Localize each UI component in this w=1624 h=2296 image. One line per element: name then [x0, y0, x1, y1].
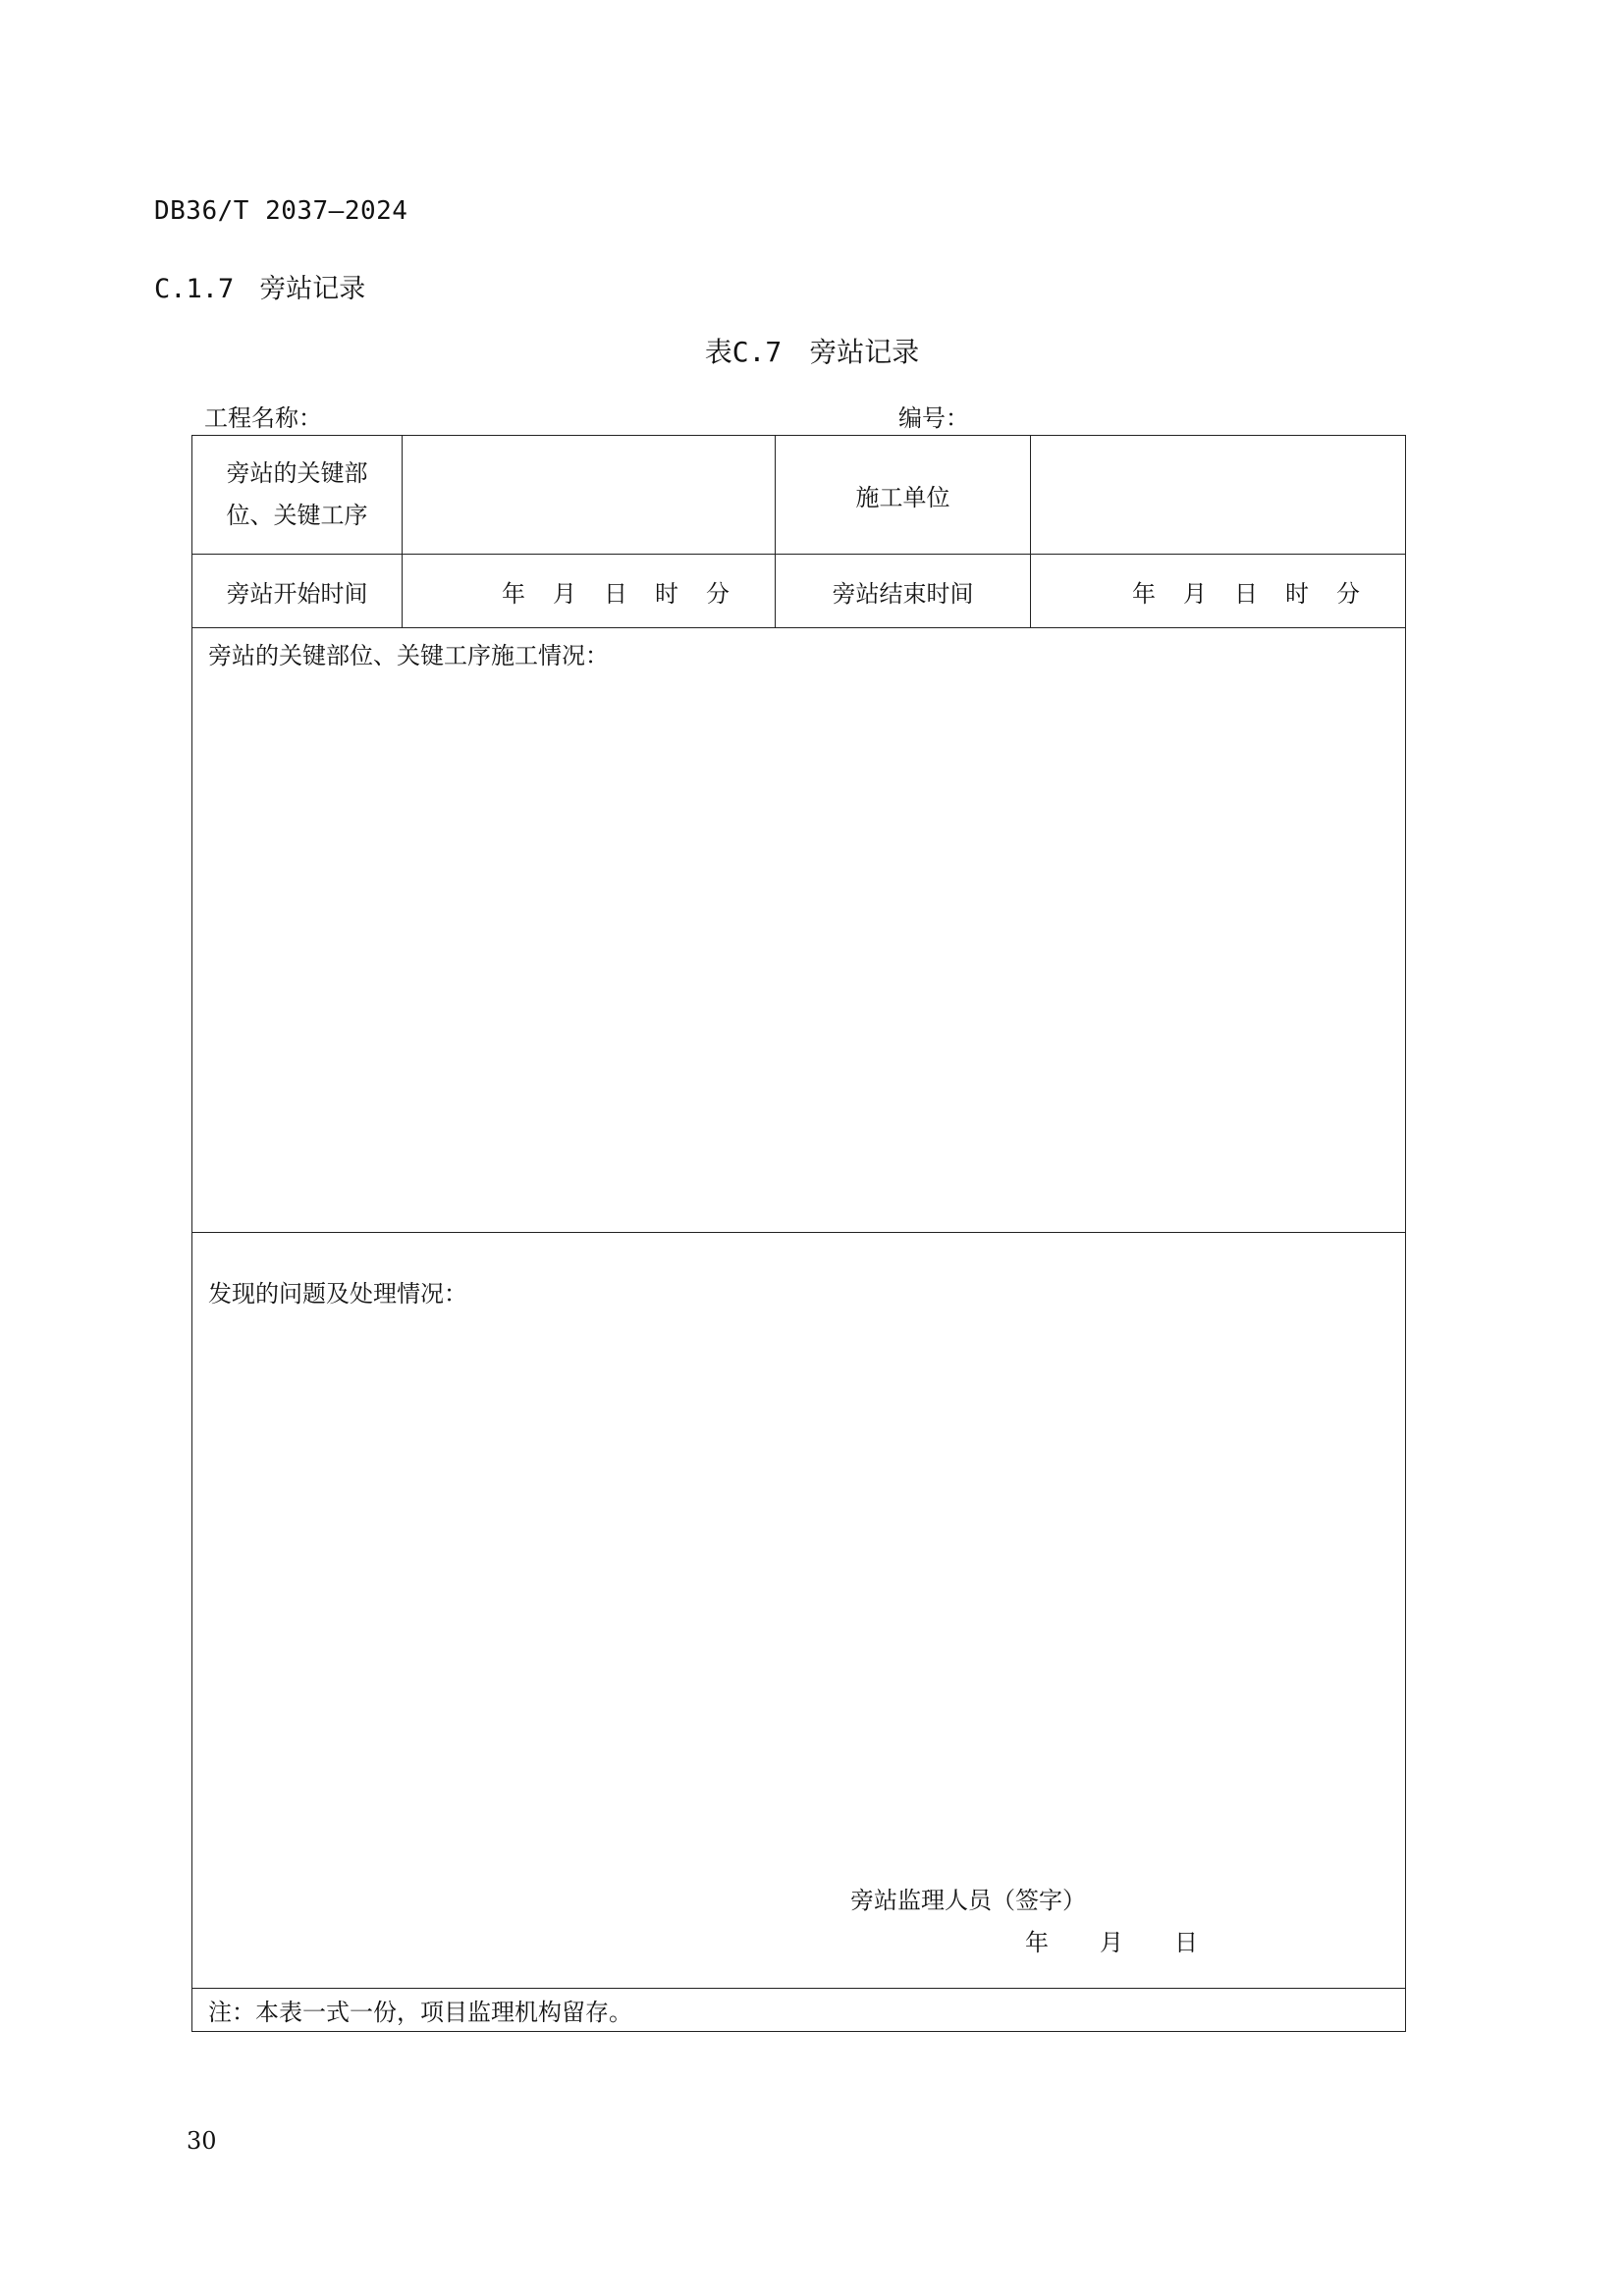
signature-month: 月: [1100, 1929, 1123, 1956]
table-row: [192, 1989, 1406, 2032]
end-month-unit: 月: [1183, 579, 1207, 608]
issues-label: 发现的问题及处理情况：: [208, 1280, 467, 1308]
start-month-unit: 月: [553, 579, 576, 608]
table-number: 表C.7: [704, 336, 783, 368]
end-minute-unit: 分: [1336, 579, 1360, 608]
end-time-field[interactable]: [1031, 555, 1406, 628]
document-code: DB36/T 2037—2024: [154, 196, 408, 226]
key-part-label-cell: [192, 436, 403, 555]
table-note: 注：本表一式一份，项目监理机构留存。: [192, 1989, 1406, 2032]
contractor-value-field[interactable]: [1031, 436, 1406, 555]
supervisor-signature-label: 旁站监理人员（签字）: [850, 1887, 1086, 1914]
table-title: [0, 331, 1624, 370]
key-part-value-field[interactable]: [403, 436, 776, 555]
serial-number-label: 编号：: [898, 404, 969, 432]
page-number: 30: [187, 2127, 217, 2155]
construction-status-field[interactable]: [192, 628, 1406, 1233]
start-year-unit: 年: [502, 579, 525, 608]
key-part-label-line2: 位、关键工序: [226, 502, 368, 529]
start-time-field[interactable]: [403, 555, 776, 628]
signature-day: 日: [1174, 1929, 1198, 1956]
supervision-record-table: [191, 435, 1406, 2032]
issues-field[interactable]: [192, 1233, 1406, 1989]
end-time-label: 旁站结束时间: [776, 555, 1031, 628]
table-row: [192, 555, 1406, 628]
start-hour-unit: 时: [655, 579, 678, 608]
end-year-unit: 年: [1132, 579, 1156, 608]
end-hour-unit: 时: [1285, 579, 1309, 608]
key-part-label-line1: 旁站的关键部: [226, 459, 368, 487]
table-row: [192, 1233, 1406, 1989]
table-row: [192, 628, 1406, 1233]
start-minute-unit: 分: [706, 579, 730, 608]
start-time-label: 旁站开始时间: [192, 555, 403, 628]
signature-year: 年: [1025, 1929, 1049, 1956]
signature-date: [1025, 1923, 1198, 1957]
end-day-unit: 日: [1234, 579, 1258, 608]
section-title: 旁站记录: [259, 274, 366, 304]
project-name-label: 工程名称：: [204, 404, 322, 432]
contractor-label: 施工单位: [776, 436, 1031, 555]
construction-status-label: 旁站的关键部位、关键工序施工情况：: [208, 642, 609, 669]
start-day-unit: 日: [604, 579, 627, 608]
section-number: C.1.7: [154, 274, 235, 304]
section-heading: [154, 267, 365, 305]
table-title-text: 旁站记录: [809, 336, 920, 368]
table-row: [192, 436, 1406, 555]
